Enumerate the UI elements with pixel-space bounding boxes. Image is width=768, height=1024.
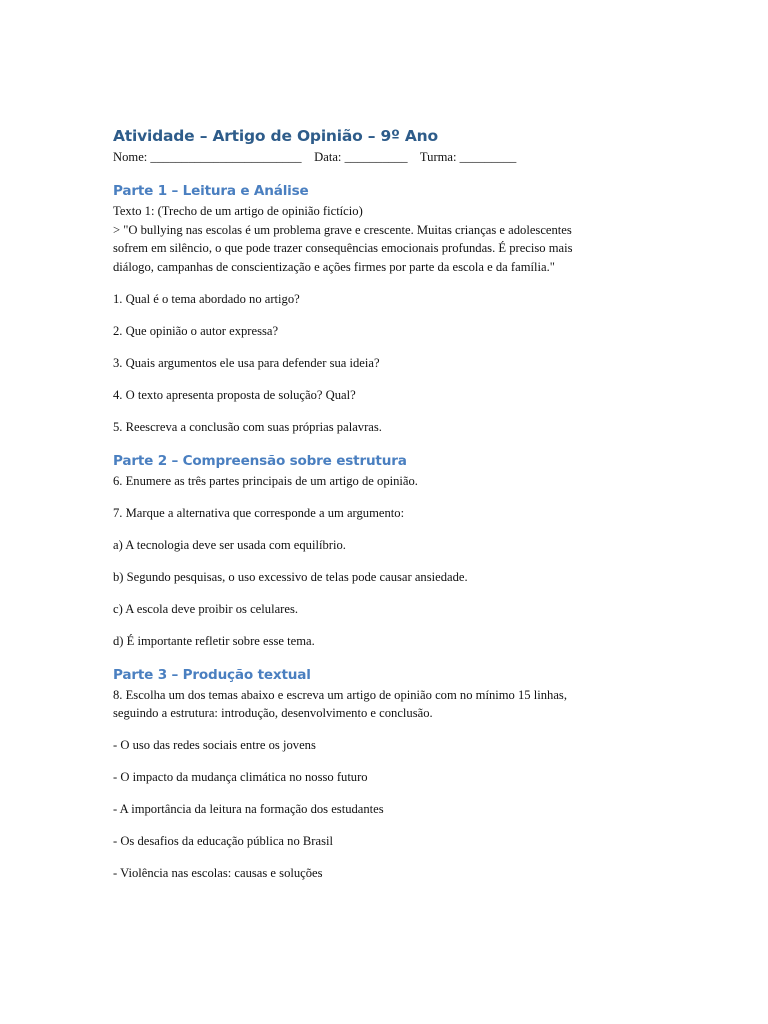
student-info-line: Nome: ________________________ Data: __________ Turma: _________ — [113, 150, 517, 164]
question-2: 2. Que opinião o autor expressa? — [113, 323, 279, 338]
option-a: a) A tecnologia deve ser usada com equilíbrio. — [113, 537, 346, 552]
quote-line: sofrem em silêncio, o que pode trazer consequências emocionais profundas. É preciso mais — [113, 241, 573, 255]
theme-item: - Violência nas escolas: causas e soluções — [113, 866, 323, 880]
option-c: c) A escola deve proibir os celulares. — [113, 601, 298, 616]
part1-heading: Parte 1 – Leitura e Análise — [113, 183, 309, 199]
part2-heading: Parte 2 – Compreensão sobre estrutura — [113, 452, 407, 469]
part3-heading: Parte 3 – Produção textual — [113, 666, 311, 683]
question-7: 7. Marque a alternativa que corresponde a um argumento: — [113, 505, 405, 520]
document-page — [113, 124, 673, 883]
question-1: 1. Qual é o tema abordado no artigo? — [113, 291, 300, 306]
question-8-continued: seguindo a estrutura: introdução, desenvolvimento e conclusão. — [113, 706, 433, 720]
quote-line: > "O bullying nas escolas é um problema grave e crescente. Muitas crianças e adolescentes — [113, 222, 572, 237]
question-8: 8. Escolha um dos temas abaixo e escreva um artigo de opinião com no mínimo 15 linhas, — [113, 687, 567, 702]
theme-item: - A importância da leitura na formação dos estudantes — [113, 802, 384, 816]
quote-line: diálogo, campanhas de conscientização e ações firmes por parte da escola e da família." — [113, 259, 555, 274]
question-5: 5. Reescreva a conclusão com suas próprias palavras. — [113, 419, 382, 434]
option-d: d) É importante refletir sobre esse tema. — [113, 633, 315, 648]
document-title: Atividade – Artigo de Opinião – 9º Ano — [113, 127, 438, 145]
option-b: b) Segundo pesquisas, o uso excessivo de telas pode causar ansiedade. — [113, 569, 468, 584]
question-4: 4. O texto apresenta proposta de solução? Qual? — [113, 387, 356, 402]
theme-item: - O uso das redes sociais entre os jovens — [113, 738, 316, 752]
question-3: 3. Quais argumentos ele usa para defender sua ideia? — [113, 355, 380, 370]
theme-item: - O impacto da mudança climática no nosso futuro — [113, 770, 368, 784]
text-label: Texto 1: (Trecho de um artigo de opinião fictício) — [113, 204, 363, 218]
question-6: 6. Enumere as três partes principais de um artigo de opinião. — [113, 473, 418, 488]
theme-item: - Os desafios da educação pública no Brasil — [113, 834, 333, 848]
